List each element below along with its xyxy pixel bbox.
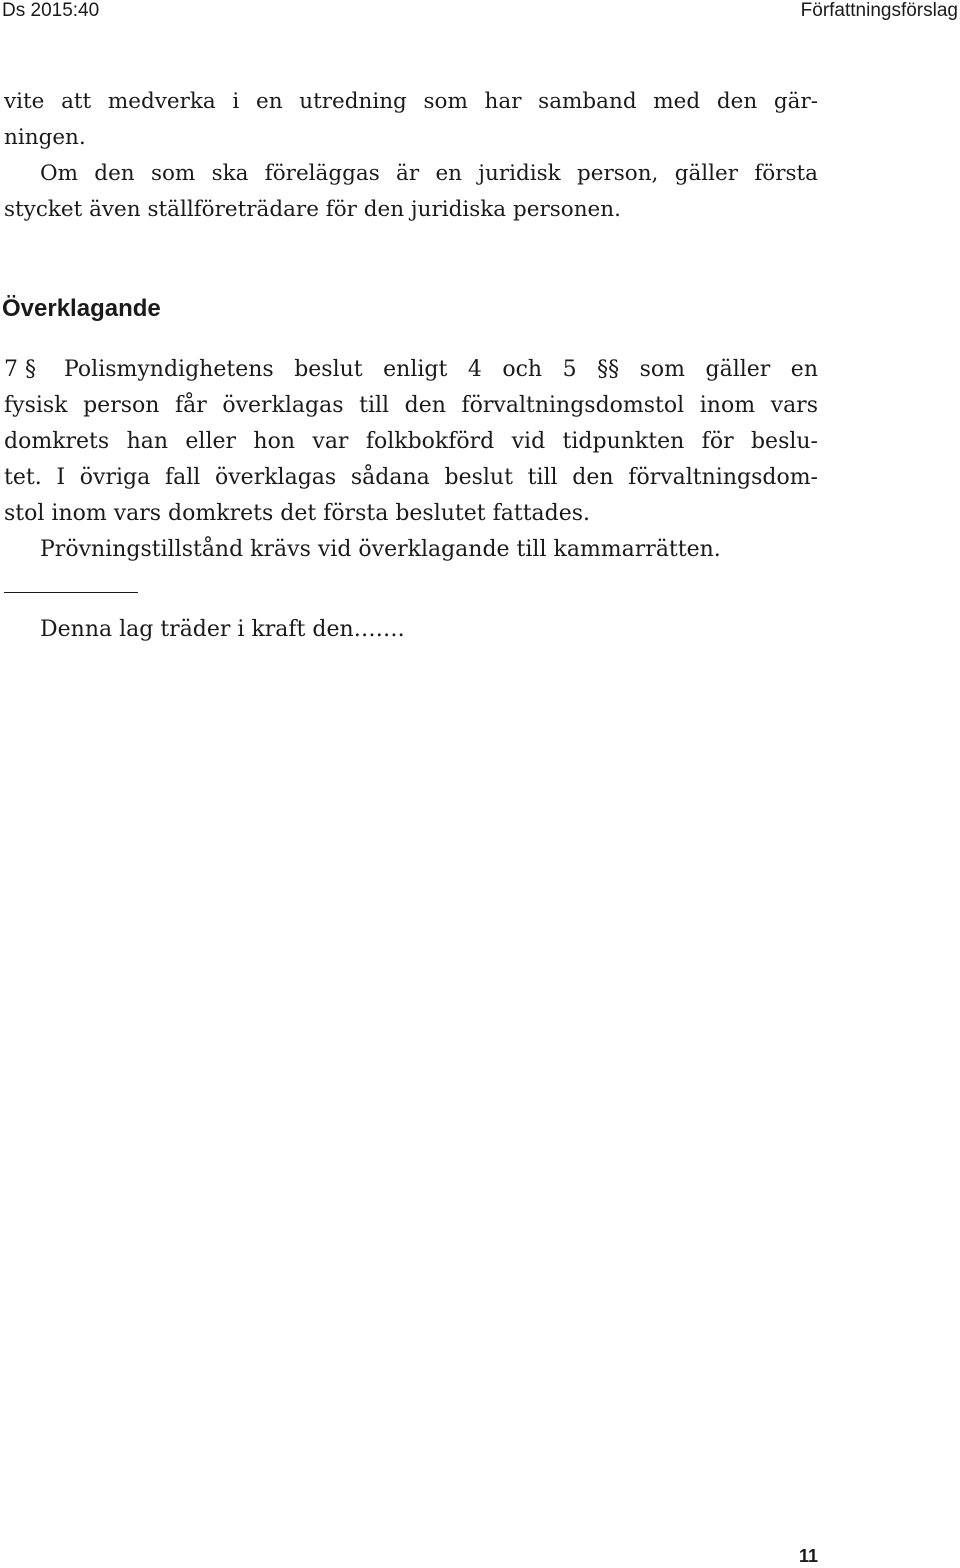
text-line: Prövningstillstånd krävs vid överklagande till kammarrätten. — [40, 537, 721, 562]
text-line: Om den som ska föreläggas är en juridisk person, gäller första — [40, 161, 818, 186]
section-label: Författningsförslag — [800, 0, 958, 21]
text-line: stycket även ställföreträdare för den juridiska personen. — [4, 197, 621, 222]
text-line: vite att medverka i en utredning som har samband med den gär- — [4, 89, 818, 114]
paragraph-overklagande — [4, 352, 818, 568]
text-line: tet. I övriga fall överklagas sådana beslut till den förvaltningsdom- — [4, 465, 818, 490]
page-number: 11 — [798, 1546, 818, 1566]
text-line: ningen. — [4, 125, 86, 150]
document-id: Ds 2015:40 — [2, 0, 100, 21]
section-heading: Överklagande — [2, 295, 161, 322]
section-number: 7 § — [4, 357, 36, 382]
text-line: domkrets han eller hon var folkbokförd vid tidpunkten för beslu- — [4, 429, 818, 454]
text-line: fysisk person får överklagas till den förvaltningsdomstol inom vars — [4, 393, 818, 418]
text-line: stol inom vars domkrets det första beslutet fattades. — [4, 501, 591, 526]
entry-into-force: Denna lag träder i kraft den……. — [40, 617, 405, 642]
divider-rule — [4, 592, 138, 593]
paragraph-vite — [4, 84, 818, 228]
text-line: Polismyndighetens beslut enligt 4 och 5 §§ som gäller en — [64, 357, 818, 382]
section-first-line — [4, 352, 818, 388]
